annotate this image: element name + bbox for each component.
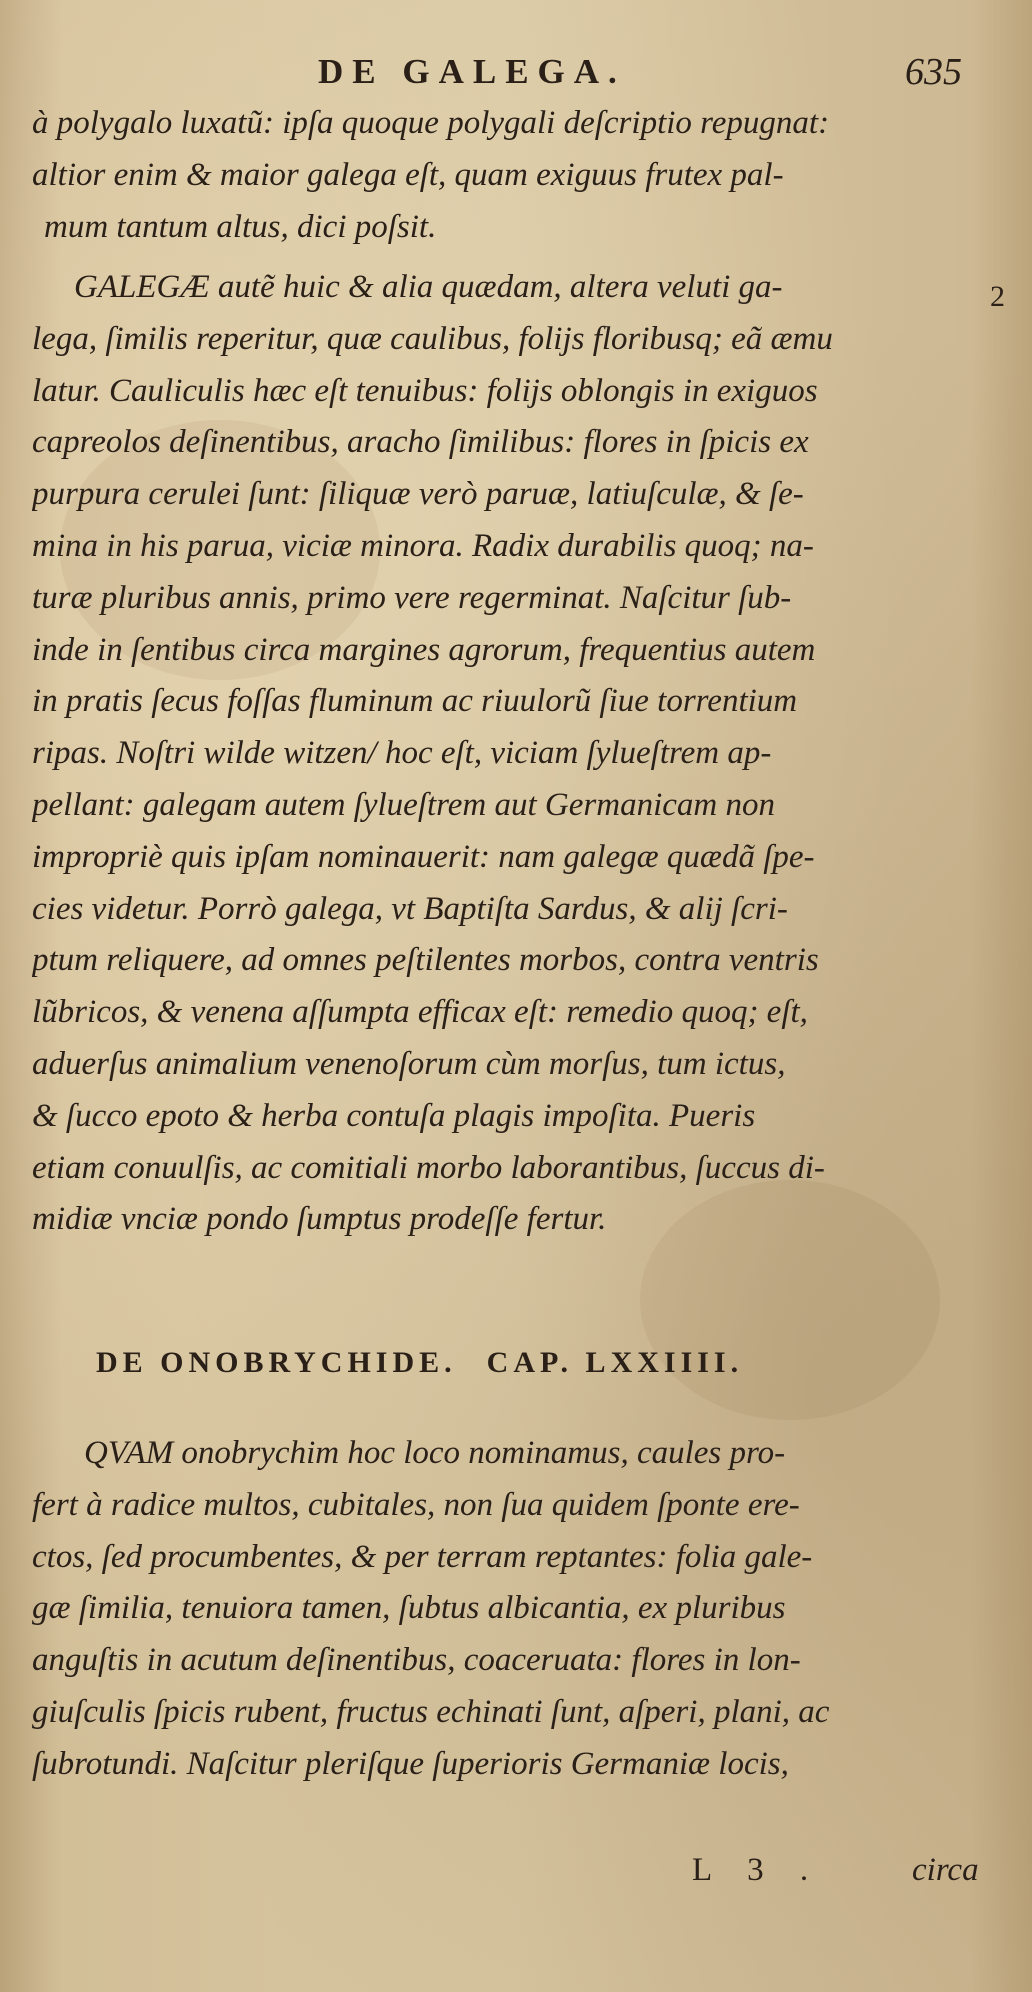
- paragraph-galega-second: [32, 262, 982, 1246]
- text-line: à polygalo luxatũ: ipſa quoque polygali deſcriptio repugnat:: [32, 105, 830, 141]
- marginal-number: 2: [990, 280, 1005, 313]
- running-head: [0, 52, 1032, 96]
- text-line: turæ pluribus annis, primo vere regerminat. Naſcitur ſub-: [32, 579, 792, 616]
- running-head-title: DE GALEGA.: [318, 52, 626, 91]
- text-line: lũbricos, & venena aſſumpta efficax eſt: remedio quoq; eſt,: [32, 994, 808, 1031]
- text-line: latur. Cauliculis hæc eſt tenuibus: folijs oblongis in exiguos: [32, 372, 818, 409]
- catchword: circa: [912, 1852, 979, 1888]
- chapter-title: DE ONOBRYCHIDE.: [96, 1346, 457, 1379]
- text-line: ripas. Noſtri wilde witzen/ hoc eſt, viciam ſylueſtrem ap-: [32, 735, 772, 772]
- text-line: & ſucco epoto & herba contuſa plagis impoſita. Pueris: [32, 1097, 756, 1134]
- text-line: ſubrotundi. Naſcitur pleriſque ſuperioris Germaniæ locis,: [32, 1745, 789, 1782]
- text-line: cies videtur. Porrò galega, vt Baptiſta Sardus, & alij ſcri-: [32, 890, 788, 927]
- text-line: QVAM onobrychim hoc loco nominamus, caules pro-: [84, 1435, 786, 1471]
- text-line: ctos, ſed procumbentes, & per terram reptantes: folia gale-: [32, 1538, 813, 1575]
- text-line: mum tantum altus, dici poſsit.: [44, 208, 437, 245]
- text-line: etiam conuulſis, ac comitiali morbo laborantibus, ſuccus di-: [32, 1149, 825, 1186]
- chapter-heading: [96, 1346, 743, 1380]
- page-number: 635: [905, 51, 962, 93]
- text-line: pellant: galegam autem ſylueſtrem aut Germanicam non: [32, 786, 775, 823]
- text-line: altior enim & maior galega eſt, quam exiguus frutex pal-: [32, 156, 784, 193]
- text-line: ptum reliquere, ad omnes peſtilentes morbos, contra ventris: [32, 942, 819, 979]
- text-line: GALEGÆ autẽ huic & alia quædam, altera veluti ga-: [74, 269, 783, 305]
- text-line: impropriè quis ipſam nominauerit: nam galegæ quædã ſpe-: [32, 838, 815, 875]
- text-line: giuſculis ſpicis rubent, fructus echinati ſunt, aſperi, plani, ac: [32, 1693, 830, 1730]
- text-line: aduerſus animalium venenoſorum cùm morſus, tum ictus,: [32, 1045, 786, 1082]
- text-line: fert à radice multos, cubitales, non ſua quidem ſponte ere-: [32, 1486, 800, 1523]
- paragraph-galega-end: [32, 98, 982, 253]
- text-line: in pratis ſecus foſſas fluminum ac riuulorũ ſiue torrentium: [32, 683, 798, 720]
- text-line: purpura cerulei ſunt: ſiliquæ verò paruæ, latiuſculæ, & ſe-: [32, 476, 804, 513]
- paragraph-onobrychis: [32, 1428, 982, 1791]
- text-line: inde in ſentibus circa margines agrorum, frequentius autem: [32, 631, 816, 668]
- page-footer: [0, 1852, 1032, 1896]
- text-line: lega, ſimilis reperitur, quæ caulibus, folijs floribusq; eã æmu: [32, 320, 833, 357]
- signature-mark: L 3 .: [692, 1852, 823, 1888]
- text-line: midiæ vnciæ pondo ſumptus prodeſſe fertur.: [32, 1201, 607, 1238]
- text-line: gæ ſimilia, tenuiora tamen, ſubtus albicantia, ex pluribus: [32, 1590, 786, 1627]
- chapter-number: CAP. LXXIIII.: [486, 1346, 744, 1379]
- text-line: capreolos deſinentibus, aracho ſimilibus: flores in ſpicis ex: [32, 424, 809, 461]
- text-line: mina in his parua, viciæ minora. Radix durabilis quoq; na-: [32, 527, 814, 564]
- text-line: anguſtis in acutum deſinentibus, coaceruata: flores in lon-: [32, 1642, 801, 1679]
